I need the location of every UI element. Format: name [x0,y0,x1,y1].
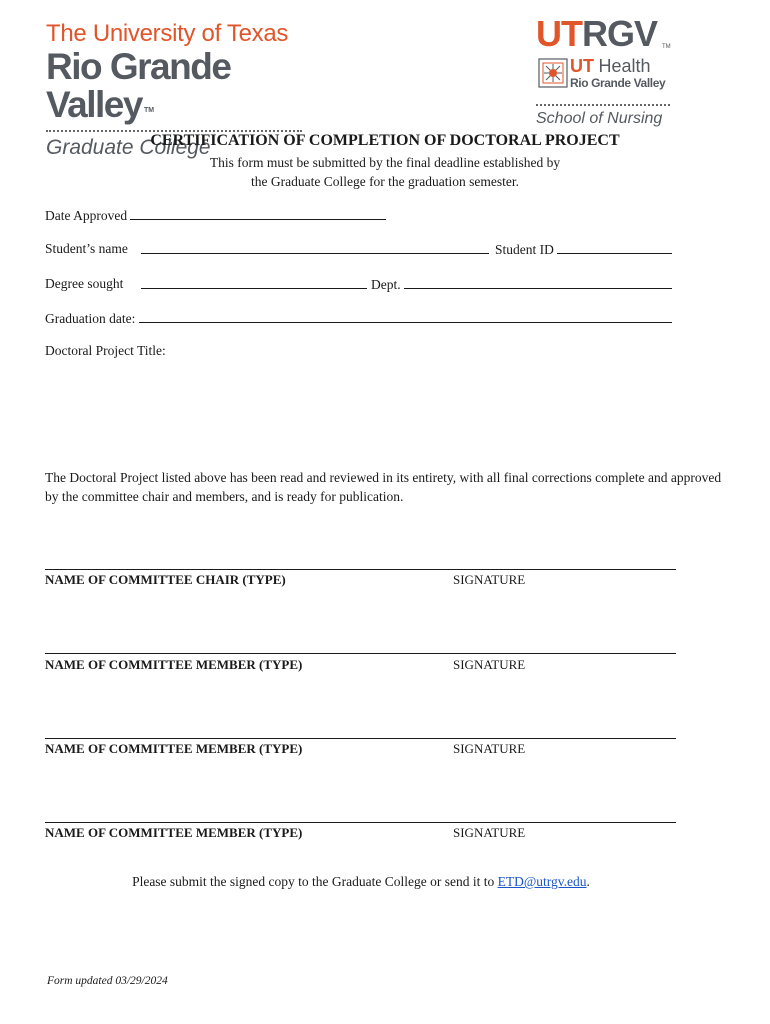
member-3-signature-label: SIGNATURE [453,825,526,840]
committee-chair-label: NAME OF COMMITTEE CHAIR (TYPE) [45,572,286,587]
certification-statement: The Doctoral Project listed above has been read and reviewed in its entirety, with all final corrections complete and approved by the committee chair and members, and is ready for publication. [45,470,722,504]
logo-university-line: The University of Texas [46,20,289,47]
signature-line-member-1[interactable] [45,653,676,654]
etd-email-link[interactable]: ETD@utrgv.edu [497,874,587,889]
signature-line-member-2[interactable] [45,738,676,739]
health-subtitle: Rio Grande Valley [570,76,666,90]
seal-icon [538,58,568,88]
student-id-label: Student ID [495,242,554,257]
health-word: Health [598,56,651,76]
submit-period: . [586,874,590,889]
member-1-signature-label: SIGNATURE [453,657,526,672]
committee-member-2-label: NAME OF COMMITTEE MEMBER (TYPE) [45,741,303,756]
date-approved-label: Date Approved [45,208,128,223]
student-name-field[interactable] [141,241,489,254]
graduation-label: Graduation date: [45,311,136,326]
student-name-label: Student’s name [45,241,128,256]
committee-member-3-label: NAME OF COMMITTEE MEMBER (TYPE) [45,825,303,840]
subtitle-line-2: the Graduate College for the graduation semester. [250,174,520,189]
form-updated-note: Form updated 03/29/2024 [47,975,168,987]
logo-tm: TM [143,107,155,114]
subtitle-line-1: This form must be submitted by the final deadline established by [209,155,561,170]
health-ut: UT [570,56,594,76]
degree-label: Degree sought [45,276,124,291]
member-2-signature-label: SIGNATURE [453,741,526,756]
date-approved-field[interactable] [130,207,386,220]
signature-line-chair[interactable] [45,569,676,570]
school-of-nursing-label: School of Nursing [536,110,663,127]
submit-text: Please submit the signed copy to the Graduate College or send it to [132,874,498,889]
wordmark-ut: UT [536,13,582,54]
graduation-row [45,310,672,327]
committee-member-1-label: NAME OF COMMITTEE MEMBER (TYPE) [45,657,303,672]
degree-field[interactable] [141,276,367,289]
dept-row [371,276,672,293]
graduation-date-field[interactable] [139,310,672,323]
submit-instructions [0,874,722,890]
logo-rgv-line [46,48,346,124]
date-approved-row [45,207,386,224]
logo-right-divider [536,104,670,106]
student-id-row [495,241,672,258]
dept-label: Dept. [371,277,401,292]
student-id-field[interactable] [557,241,672,254]
utrgv-wordmark [536,14,676,54]
student-name-row [45,241,128,257]
logo-rgv-text: Rio Grande Valley [46,46,231,125]
ut-health-text [570,56,650,77]
signature-line-member-3[interactable] [45,822,676,823]
chair-signature-label: SIGNATURE [453,572,526,587]
graduate-college-label: Graduate College [46,136,211,159]
project-title-label: Doctoral Project Title: [45,343,166,358]
school-of-nursing-logo [536,14,676,128]
degree-row [45,276,123,292]
wordmark-rgv: RGV [582,13,658,54]
dept-field[interactable] [404,276,672,289]
wordmark-tm: TM [662,44,671,50]
form-subtitle [0,153,770,191]
ut-health-row [536,56,676,96]
form-title: CERTIFICATION OF COMPLETION OF DOCTORAL PROJECT [150,132,620,149]
